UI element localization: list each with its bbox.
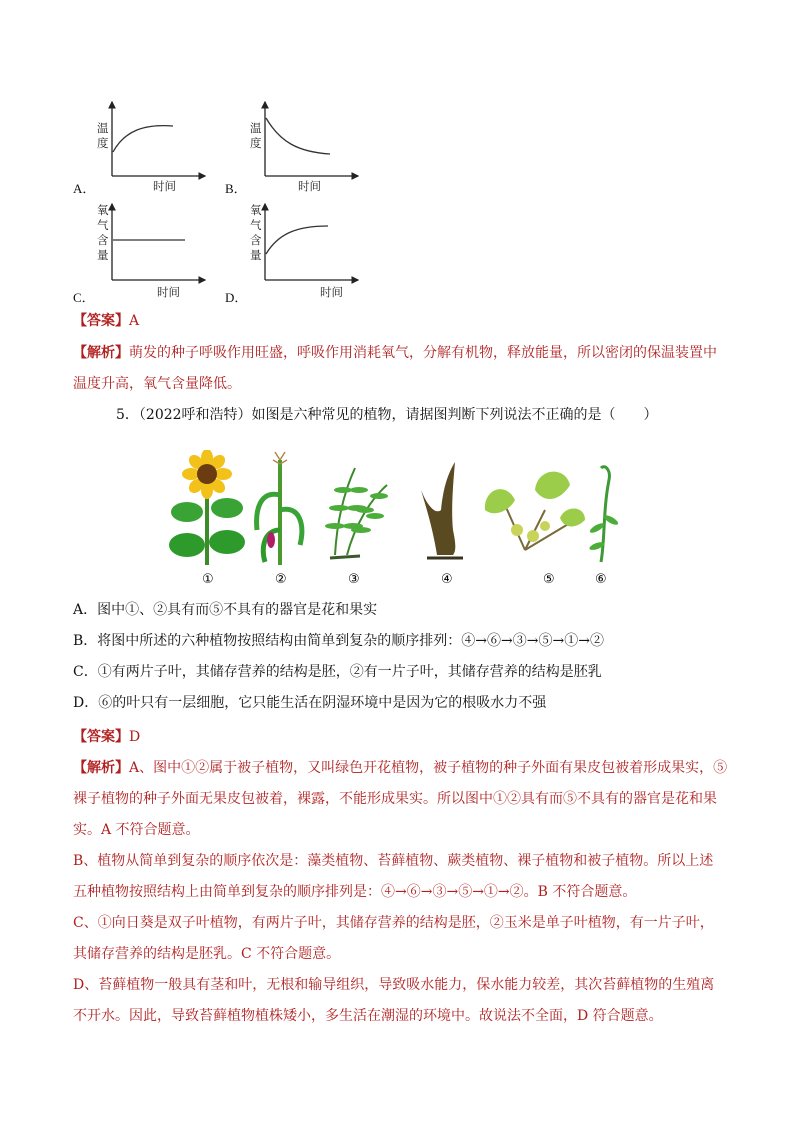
graph-a-ylabel-2: 度 [97, 136, 109, 150]
svg-text:①: ① [202, 572, 214, 587]
q5-option-c: C．①有两片子叶，其储存营养的结构是胚，②有一片子叶，其储存营养的结构是胚乳 [73, 664, 602, 680]
answer-tag: 【答案】 [73, 313, 129, 329]
q4-analysis: 【解析】萌发的种子呼吸作用旺盛，呼吸作用消耗氧气，分解有机物，释放能量，所以密闭的保温装置中 温度升高，氧气含量降低。 [73, 345, 717, 392]
graph-a-ylabel-1: 温 [97, 121, 109, 135]
corn-plant-icon [257, 452, 302, 587]
graph-b-xlabel: 时间 [298, 179, 321, 193]
q4-answer [73, 306, 139, 337]
svg-text:气: 气 [97, 218, 109, 232]
svg-text:②: ② [275, 572, 287, 587]
analysis-tag: 【解析】 [73, 345, 129, 361]
graph-d-xlabel: 时间 [320, 285, 343, 299]
ginkgo-plant-icon [485, 472, 585, 587]
svg-text:度: 度 [250, 136, 262, 150]
q5-option-d: D．⑥的叶只有一层细胞，它只能生活在阴湿环境中是因为它的根吸水力不强 [73, 695, 547, 711]
option-b-label: B． [225, 181, 247, 196]
svg-text:温: 温 [250, 121, 262, 135]
option-c-label: C． [73, 290, 95, 305]
graph-c [95, 200, 215, 304]
q5-answer: 【答案】D [73, 729, 141, 745]
graph-a-xlabel: 时间 [153, 179, 176, 193]
sprout-plant-icon [588, 467, 619, 587]
q5-stem: 5．（2022呼和浩特）如图是六种常见的植物，请据图判断下列说法不正确的是（ ） [116, 407, 658, 423]
svg-text:气: 气 [250, 218, 262, 232]
graph-c-xlabel: 时间 [157, 285, 180, 299]
svg-text:量: 量 [97, 248, 109, 262]
q5-option-a: A．图中①、②具有而⑤不具有的器官是花和果实 [73, 602, 378, 618]
q5-analysis: 【解析】A、图中①②属于被子植物，又叫绿色开花植物，被子植物的种子外面有果皮包被着形成果实，⑤ 裸子植物的种子外面无果皮包被着，裸露，不能形成果实。所以图中①②具有而⑤不具有的器官是花和果 实。A 不符合题意。 B、植物从简单到复杂的顺序依次是：藻类植物、苔藓植物、蕨类植物、裸子植物和被子植物。所以上述 五种植物按照结构上由简单到复杂的顺序排列是：④→⑥→③→⑤→①→②。B 不符合题意。 C、①向日葵是双子叶植物，有两片子叶，其储存营养的结构是胚，②玉米是单子叶植物，有一片子叶， 其储存营养的结构是胚乳。C 不符合题意。 D、苔藓植物一般具有茎和叶，无根和输导组织，导致吸水能力，保水能力较差，其次苔藓植物的生殖离 不开水。因此，导致苔藓植物植株矮小，多生活在潮湿的环境中。故说法不全面，D 符合题意。 [73, 760, 728, 1024]
option-d-label: D． [225, 290, 248, 305]
graph-b [248, 100, 368, 194]
plants-figure [165, 450, 635, 590]
moss-plant-icon [421, 462, 463, 587]
q5-options [73, 595, 733, 719]
graph-a [95, 100, 215, 194]
svg-text:含: 含 [250, 233, 262, 247]
option-a-label: A． [73, 181, 96, 196]
graph-d [248, 200, 368, 304]
svg-text:⑥: ⑥ [595, 572, 607, 587]
svg-text:量: 量 [250, 248, 262, 262]
svg-text:④: ④ [441, 572, 453, 587]
sunflower-plant-icon [169, 450, 245, 587]
answer-value: A [129, 313, 140, 329]
q5-option-b: B．将图中所述的六种植物按照结构由简单到复杂的顺序排列：④→⑥→③→⑤→①→② [73, 633, 604, 649]
fern-plant-icon [325, 468, 388, 587]
svg-text:氧: 氧 [97, 203, 109, 217]
svg-text:含: 含 [97, 233, 109, 247]
svg-text:⑤: ⑤ [543, 572, 555, 587]
svg-text:③: ③ [348, 572, 360, 587]
svg-text:氧: 氧 [250, 203, 262, 217]
